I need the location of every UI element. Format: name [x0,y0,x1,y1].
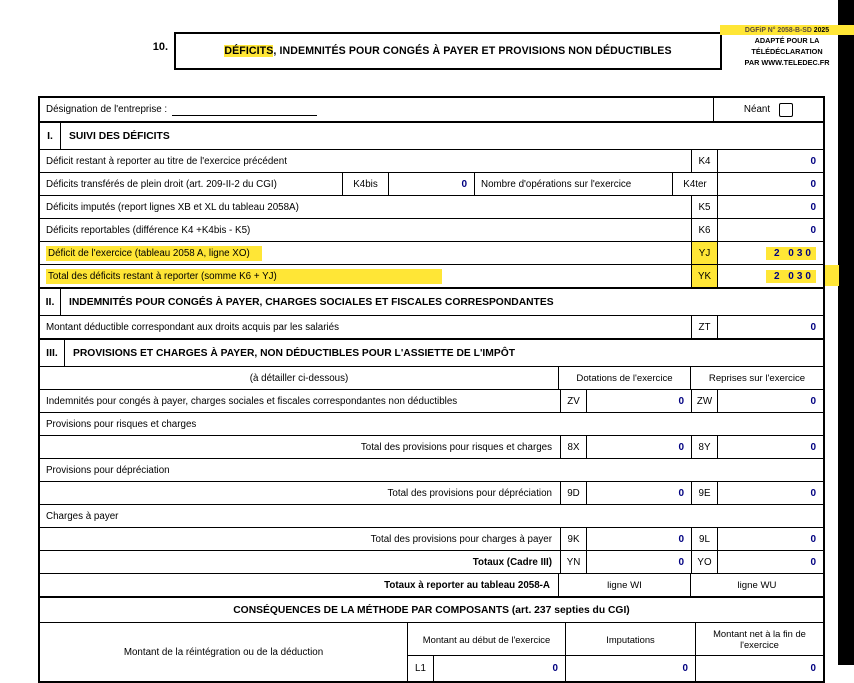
row-k4 [40,149,823,172]
scan-edge-bar [838,0,854,665]
detail-header-row [40,366,823,389]
section-2-number: II. [45,296,55,308]
9k-value[interactable]: 0 [586,528,691,550]
section-3-number: III. [46,347,58,359]
k4bis-value[interactable]: 0 [388,173,474,195]
adapted-line-1: ADAPTÉ POUR LA [754,36,820,45]
9d-code: 9D [560,482,586,504]
yn-code: YN [560,551,586,573]
k4ter-value[interactable]: 0 [717,173,823,195]
composants-values-row [408,656,823,681]
yk-label-cell [40,265,691,287]
k4-label: Déficit restant à reporter au titre de l'exercice précédent [46,155,287,167]
k6-label: Déficits reportables (différence K4 +K4bis - K5) [46,224,251,236]
section-1-title: SUIVI DES DÉFICITS [60,123,823,149]
9k-label: Total des provisions pour charges à payer [370,533,552,545]
9e-value[interactable]: 0 [717,482,823,504]
composants-body [40,622,823,681]
form-number: 10. [152,41,168,53]
row-k4bis [40,172,823,195]
yk-label: Total des déficits restant à reporter (somme K6 + YJ) [46,269,442,284]
designation-row [40,98,823,121]
l1-value3[interactable]: 0 [695,656,823,681]
9e-code: 9E [691,482,717,504]
adapted-line-2: TÉLÉDÉCLARATION [751,47,823,56]
yk-highlight-tab [823,265,839,286]
detail-header-label: (à détailler ci-dessous) [249,372,349,384]
zt-value[interactable]: 0 [717,316,823,338]
composants-title-row [40,596,823,622]
composants-col1-header: Montant au début de l'exercice [422,633,551,645]
section-3-header [40,338,823,366]
group-risques-label: Provisions pour risques et charges [46,418,197,430]
section-1-header [40,121,823,149]
8x-label: Total des provisions pour risques et charges [360,441,552,453]
8y-value[interactable]: 0 [717,436,823,458]
report-row [40,573,823,596]
zv-value[interactable]: 0 [586,390,691,412]
yo-code: YO [691,551,717,573]
group-charges-row [40,504,823,527]
report-ligne-wu: ligne WU [690,574,823,596]
row-9d-9e [40,481,823,504]
yj-code: YJ [691,242,717,264]
zv-label: Indemnités pour congés à payer, charges sociales et fiscales correspondantes non déductibles [46,395,458,407]
l1-value2[interactable]: 0 [565,656,695,681]
zt-code: ZT [691,316,717,338]
row-9k-9l [40,527,823,550]
composants-row-label: Montant de la réintégration ou de la déduction [123,646,324,658]
8x-code: 8X [560,436,586,458]
form-title-rest: , INDEMNITÉS POUR CONGÉS À PAYER ET PROVISIONS NON DÉDUCTIBLES [273,45,672,57]
yo-value[interactable]: 0 [717,551,823,573]
k6-value[interactable]: 0 [717,219,823,241]
k4-value[interactable]: 0 [717,150,823,172]
zt-label: Montant déductible correspondant aux droits acquis par les salariés [46,321,339,333]
k5-code: K5 [691,196,717,218]
yk-value: 2 030 [766,270,816,283]
adapted-line-3: PAR WWW.TELEDEC.FR [744,58,830,67]
8x-value[interactable]: 0 [586,436,691,458]
group-risques-row [40,412,823,435]
agency-reference [720,25,854,35]
designation-input[interactable] [172,104,317,116]
composants-col2-header: Imputations [565,623,695,655]
k5-label: Déficits imputés (report lignes XB et XL du tableau 2058A) [46,201,299,213]
zw-code: ZW [691,390,717,412]
group-depreciation-row [40,458,823,481]
report-ligne-wi: ligne WI [558,574,690,596]
k4-code: K4 [691,150,717,172]
9d-label: Total des provisions pour dépréciation [387,487,552,499]
row-zt [40,315,823,338]
composants-grid [407,623,823,681]
neant-label: Néant [743,104,771,115]
8y-code: 8Y [691,436,717,458]
l1-code: L1 [415,663,426,674]
row-yj [40,241,823,264]
neant-checkbox[interactable] [779,103,793,117]
zv-code: ZV [560,390,586,412]
designation-label: Désignation de l'entreprise : [46,104,168,115]
form-table [38,96,825,683]
agency-year: 2025 [813,27,830,34]
section-2-title: INDEMNITÉS POUR CONGÉS À PAYER, CHARGES SOCIALES ET FISCALES CORRESPONDANTES [60,289,823,315]
yn-value[interactable]: 0 [586,551,691,573]
reprises-header: Reprises sur l'exercice [690,367,823,389]
report-label: Totaux à reporter au tableau 2058-A [384,579,550,591]
9l-value[interactable]: 0 [717,528,823,550]
neant-cell [713,98,823,121]
k4bis-label: Déficits transférés de plein droit (art. 209-II-2 du CGI) [46,178,277,190]
yj-value-cell[interactable] [717,242,823,264]
form-title-box [174,32,722,70]
row-yk [40,264,823,287]
yj-value: 2 030 [766,247,816,260]
row-zv-zw [40,389,823,412]
k5-value[interactable]: 0 [717,196,823,218]
k4ter-label: Nombre d'opérations sur l'exercice [474,173,672,195]
l1-value1[interactable]: 0 [433,656,565,681]
k4ter-code: K4ter [672,173,717,195]
form-title-highlighted: DÉFICITS [224,45,274,57]
agency-ref-text: DGFiP N° 2058-B-SD [744,27,814,34]
zw-value[interactable]: 0 [717,390,823,412]
yk-code: YK [691,265,717,287]
yj-label: Déficit de l'exercice (tableau 2058 A, ligne XO) [46,246,262,261]
group-charges-label: Charges à payer [46,510,119,522]
yn-label: Totaux (Cadre III) [472,556,552,568]
dotations-header: Dotations de l'exercice [558,367,690,389]
yk-value-cell[interactable] [717,265,823,287]
9k-code: 9K [560,528,586,550]
row-yn-yo [40,550,823,573]
k6-code: K6 [691,219,717,241]
section-2-header [40,287,823,315]
row-k5 [40,195,823,218]
designation-cell [40,98,713,121]
composants-header-row [408,623,823,656]
section-3-title: PROVISIONS ET CHARGES À PAYER, NON DÉDUCTIBLES POUR L'ASSIETTE DE L'IMPÔT [64,340,823,366]
group-depreciation-label: Provisions pour dépréciation [46,464,170,476]
section-1-number: I. [47,130,53,142]
row-8x-8y [40,435,823,458]
yj-label-cell [40,242,691,264]
k4bis-code: K4bis [342,173,388,195]
composants-title: CONSÉQUENCES DE LA MÉTHODE PAR COMPOSANTS (art. 237 septies du CGI) [233,604,630,616]
agency-block [720,25,854,68]
9d-value[interactable]: 0 [586,482,691,504]
composants-col3-header: Montant net à la fin de l'exercice [695,623,823,655]
row-k6 [40,218,823,241]
9l-code: 9L [691,528,717,550]
